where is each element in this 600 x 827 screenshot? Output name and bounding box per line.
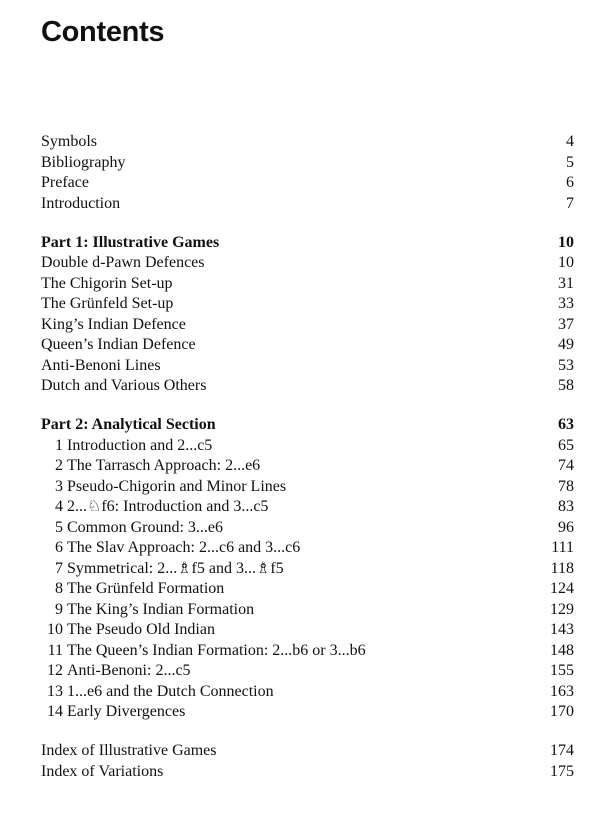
chapter-title: Common Ground: 3...e6	[67, 518, 223, 536]
toc-page-number: 37	[558, 315, 574, 333]
chapter-number: 14	[47, 703, 63, 720]
toc-entry-label: The Chigorin Set-up	[41, 274, 173, 292]
chapter-number: 4	[55, 498, 63, 515]
chapter-number: 5	[55, 518, 63, 536]
toc-page-number: 4	[566, 133, 574, 150]
toc-page-number: 49	[558, 336, 574, 353]
toc-page-number: 7	[566, 194, 574, 212]
toc-entry-index-games[interactable]	[41, 741, 574, 762]
toc-page-number: 5	[566, 153, 574, 171]
chapter-title: 2...♘f6: Introduction and 3...c5	[67, 498, 269, 515]
chapter-title: The Pseudo Old Indian	[67, 621, 215, 638]
toc-page-number: 83	[558, 498, 574, 515]
chapter-number: 10	[47, 621, 63, 638]
toc-page-number: 58	[558, 377, 574, 394]
chapter-title: Symmetrical: 2...♗f5 and 3...♗f5	[67, 559, 284, 577]
toc-entry[interactable]	[41, 253, 574, 274]
toc-page-number: 96	[558, 518, 574, 536]
toc-page-number: 174	[550, 742, 574, 759]
toc-entry[interactable]	[41, 274, 574, 295]
chapter-entry[interactable]	[41, 661, 574, 682]
chapter-title: The Tarrasch Approach: 2...e6	[67, 457, 261, 474]
toc-entry-index-variations[interactable]	[41, 762, 574, 783]
toc-entry-label: Bibliography	[41, 153, 126, 171]
toc-entry-label: Symbols	[41, 133, 98, 150]
toc-entry-label: Double d-Pawn Defences	[41, 254, 205, 271]
chapter-title: Pseudo-Chigorin and Minor Lines	[67, 477, 287, 495]
chapter-title: The King’s Indian Formation	[67, 600, 255, 618]
chapter-number: 6	[55, 539, 63, 556]
toc-page-number: 148	[550, 641, 574, 659]
toc-entry-bibliography[interactable]	[41, 153, 574, 174]
part-heading-label: Part 1: Illustrative Games	[41, 233, 220, 251]
toc-page-number: 65	[558, 436, 574, 454]
chapter-title: The Queen’s Indian Formation: 2...b6 or 3...b6	[67, 641, 366, 659]
chapter-number: 3	[55, 477, 63, 495]
toc-entry[interactable]	[41, 356, 574, 377]
chapter-entry[interactable]	[41, 579, 574, 600]
toc-entry[interactable]	[41, 335, 574, 356]
part-heading-label: Part 2: Analytical Section	[41, 416, 216, 433]
index-section	[41, 741, 574, 782]
page-title: Contents	[41, 16, 165, 48]
toc-page-number: 31	[558, 274, 574, 292]
chapter-title: The Grünfeld Formation	[67, 580, 225, 597]
toc-page-number: 53	[558, 356, 574, 374]
chapter-number: 9	[55, 600, 63, 618]
part2-heading[interactable]	[41, 415, 574, 436]
chapter-entry[interactable]	[41, 620, 574, 641]
toc-entry-label: Anti-Benoni Lines	[41, 356, 161, 374]
chapter-title: Early Divergences	[67, 703, 186, 720]
toc-page-number: 143	[550, 621, 574, 638]
toc-entry[interactable]	[41, 376, 574, 397]
chapter-entry[interactable]	[41, 682, 574, 703]
part1-heading[interactable]	[41, 233, 574, 254]
toc-page-number: 129	[550, 600, 574, 618]
toc-entry-label: King’s Indian Defence	[41, 315, 186, 333]
chapter-number: 2	[55, 457, 63, 474]
toc-page-number: 74	[558, 457, 574, 474]
toc-page-number: 63	[558, 416, 574, 433]
front-matter-section	[41, 132, 574, 214]
toc-page-number: 170	[550, 703, 574, 720]
toc-entry-label: Introduction	[41, 194, 121, 212]
toc-page-number: 155	[550, 662, 574, 679]
toc-page-number: 118	[550, 559, 574, 577]
toc-page-number: 78	[558, 477, 574, 495]
chapter-entry[interactable]	[41, 497, 574, 518]
chapter-number: 13	[47, 682, 63, 700]
toc-entry-label: Queen’s Indian Defence	[41, 336, 196, 353]
chapter-entry[interactable]	[41, 518, 574, 539]
chapter-number: 12	[47, 662, 63, 679]
toc-page-number: 111	[551, 539, 574, 556]
chapter-entry[interactable]	[41, 538, 574, 559]
chapter-number: 1	[55, 436, 63, 454]
table-of-contents	[41, 132, 574, 801]
toc-entry-label: Dutch and Various Others	[41, 377, 207, 394]
toc-entry-label: Index of Illustrative Games	[41, 742, 217, 759]
chapter-entry[interactable]	[41, 641, 574, 662]
toc-page-number: 163	[550, 682, 574, 700]
chapter-title: 1...e6 and the Dutch Connection	[67, 682, 274, 700]
chapter-entry[interactable]	[41, 702, 574, 723]
chapter-entry[interactable]	[41, 559, 574, 580]
chapter-number: 8	[55, 580, 63, 597]
toc-entry[interactable]	[41, 294, 574, 315]
toc-page-number: 10	[558, 254, 574, 271]
chapter-number: 11	[47, 641, 63, 659]
chapter-title: Introduction and 2...c5	[67, 436, 213, 454]
toc-page-number: 10	[558, 233, 574, 251]
chapter-number: 7	[55, 559, 63, 577]
toc-entry-label: The Grünfeld Set-up	[41, 295, 174, 312]
toc-page-number: 6	[566, 174, 574, 191]
part1-section	[41, 233, 574, 397]
toc-entry-label: Preface	[41, 174, 89, 191]
toc-page-number: 175	[550, 762, 574, 780]
chapter-entry[interactable]	[41, 600, 574, 621]
toc-page-number: 33	[558, 295, 574, 312]
toc-entry[interactable]	[41, 315, 574, 336]
chapter-title: Anti-Benoni: 2...c5	[67, 662, 191, 679]
chapter-entry[interactable]	[41, 456, 574, 477]
chapter-entry[interactable]	[41, 477, 574, 498]
part2-section	[41, 415, 574, 723]
toc-entry-preface[interactable]	[41, 173, 574, 194]
chapter-entry[interactable]	[41, 436, 574, 457]
toc-entry-introduction[interactable]	[41, 194, 574, 215]
toc-page-number: 124	[550, 580, 574, 597]
toc-entry-label: Index of Variations	[41, 762, 164, 780]
chapter-title: The Slav Approach: 2...c6 and 3...c6	[67, 539, 301, 556]
toc-entry-symbols[interactable]	[41, 132, 574, 153]
